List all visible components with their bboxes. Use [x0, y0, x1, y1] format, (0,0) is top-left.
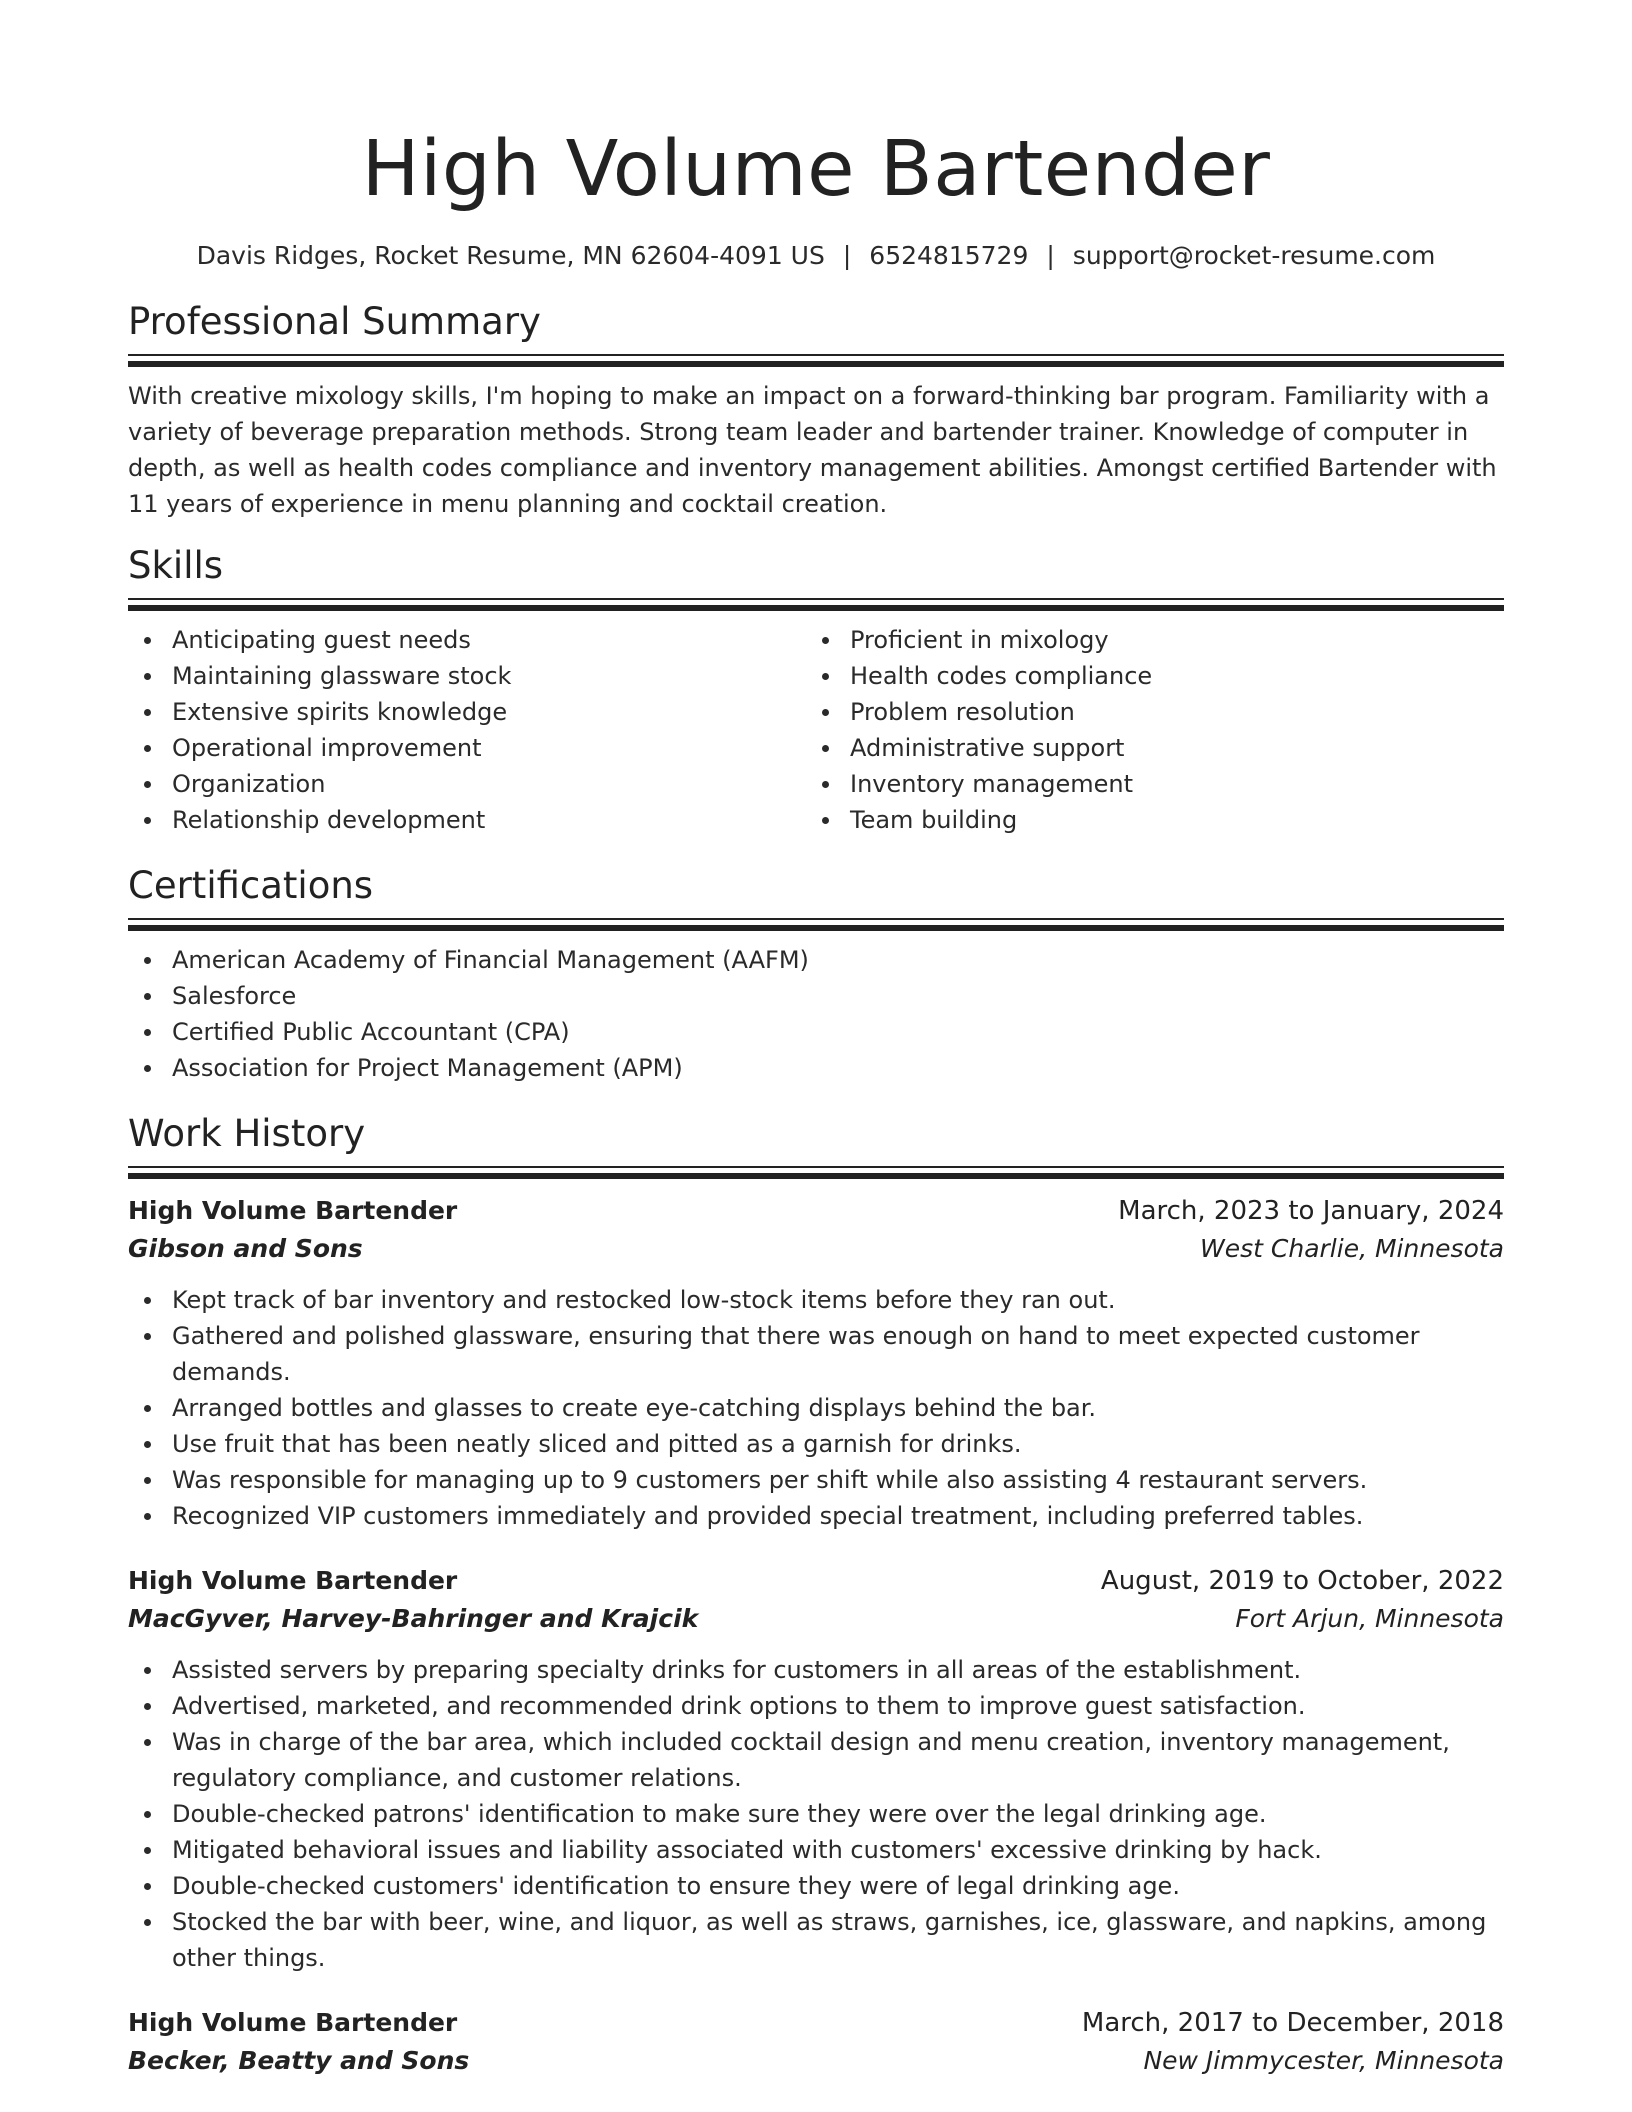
- list-item: Certified Public Accountant (CPA): [128, 1014, 1504, 1050]
- list-item: Maintaining glassware stock: [128, 658, 806, 694]
- section-heading: Work History: [128, 1112, 366, 1155]
- certifications-list: [128, 942, 1504, 1086]
- list-item: Team building: [806, 802, 1484, 838]
- section-heading: Certifications: [128, 864, 374, 907]
- separator: |: [842, 241, 852, 270]
- job-dates: March, 2017 to December, 2018: [1081, 2008, 1504, 2038]
- work-section: [128, 1110, 1504, 2080]
- job-header: [128, 2004, 1504, 2042]
- job-header: [128, 1562, 1504, 1600]
- list-item: Arranged bottles and glasses to create eye-catching displays behind the bar.: [128, 1390, 1504, 1426]
- skills-section: [128, 542, 1504, 838]
- resume-page: [128, 0, 1504, 2080]
- certifications-section: [128, 862, 1504, 1086]
- job-location: New Jimmycester, Minnesota: [1143, 2046, 1504, 2075]
- list-item: Operational improvement: [128, 730, 806, 766]
- job-entry: [128, 1192, 1504, 1534]
- list-item: Organization: [128, 766, 806, 802]
- job-duties-list: [128, 1652, 1504, 1976]
- section-rule: [128, 354, 1504, 368]
- list-item: Problem resolution: [806, 694, 1484, 730]
- section-heading: Skills: [128, 544, 224, 587]
- job-dates: August, 2019 to October, 2022: [1100, 1566, 1504, 1596]
- list-item: Stocked the bar with beer, wine, and liquor, as well as straws, garnishes, ice, glassware, and napkins, among other things.: [128, 1904, 1504, 1976]
- list-item: Assisted servers by preparing specialty drinks for customers in all areas of the establishment.: [128, 1652, 1504, 1688]
- section-rule: [128, 918, 1504, 932]
- list-item: Use fruit that has been neatly sliced and pitted as a garnish for drinks.: [128, 1426, 1504, 1462]
- summary-text: With creative mixology skills, I'm hoping to make an impact on a forward-thinking bar program. Familiarity with a variety of beverage preparation methods. Strong team leader and bartender trainer. Knowledge of computer in depth, as well as health codes compliance and inventory management abilities. Amongst certified Bartender with 11 years of experience in menu planning and cocktail creation.: [128, 382, 1497, 518]
- job-title: High Volume Bartender: [128, 1566, 458, 1595]
- company-name: MacGyver, Harvey-Bahringer and Krajcik: [128, 1604, 699, 1633]
- address: Davis Ridges, Rocket Resume, MN 62604-4091 US: [196, 241, 825, 270]
- phone: 6524815729: [869, 241, 1029, 270]
- job-title: High Volume Bartender: [128, 1196, 458, 1225]
- section-rule: [128, 1166, 1504, 1180]
- list-item: Salesforce: [128, 978, 1504, 1014]
- list-item: Advertised, marketed, and recommended drink options to them to improve guest satisfaction.: [128, 1688, 1504, 1724]
- section-heading: Professional Summary: [128, 300, 541, 343]
- summary-section: [128, 298, 1504, 522]
- section-rule: [128, 598, 1504, 612]
- separator: |: [1046, 241, 1055, 270]
- email: support@rocket-resume.com: [1072, 241, 1436, 270]
- list-item: Extensive spirits knowledge: [128, 694, 806, 730]
- list-item: Kept track of bar inventory and restocked low-stock items before they ran out.: [128, 1282, 1504, 1318]
- job-header: [128, 1192, 1504, 1230]
- contact-line: [128, 238, 1504, 274]
- skills-grid: [128, 622, 1504, 838]
- list-item: Inventory management: [806, 766, 1484, 802]
- list-item: Administrative support: [806, 730, 1484, 766]
- list-item: American Academy of Financial Management (AAFM): [128, 942, 1504, 978]
- list-item: Was in charge of the bar area, which included cocktail design and menu creation, inventory management, regulatory compliance, and customer relations.: [128, 1724, 1504, 1796]
- company-name: Gibson and Sons: [128, 1234, 363, 1263]
- list-item: Was responsible for managing up to 9 customers per shift while also assisting 4 restaurant servers.: [128, 1462, 1504, 1498]
- list-item: Mitigated behavioral issues and liability associated with customers' excessive drinking by hack.: [128, 1832, 1504, 1868]
- company-name: Becker, Beatty and Sons: [128, 2046, 470, 2075]
- job-duties-list: [128, 1282, 1504, 1534]
- skills-left-list: [128, 622, 806, 838]
- job-entry: [128, 2004, 1504, 2080]
- job-subheader: [128, 1230, 1504, 1268]
- resume-title: High Volume Bartender: [361, 125, 1271, 214]
- list-item: Proficient in mixology: [806, 622, 1484, 658]
- job-title: High Volume Bartender: [128, 2008, 458, 2037]
- job-dates: March, 2023 to January, 2024: [1118, 1196, 1504, 1226]
- job-subheader: [128, 2042, 1504, 2080]
- list-item: Gathered and polished glassware, ensuring that there was enough on hand to meet expected customer demands.: [128, 1318, 1504, 1390]
- job-location: Fort Arjun, Minnesota: [1235, 1604, 1504, 1633]
- job-subheader: [128, 1600, 1504, 1638]
- list-item: Health codes compliance: [806, 658, 1484, 694]
- list-item: Relationship development: [128, 802, 806, 838]
- job-entry: [128, 1562, 1504, 1976]
- list-item: Association for Project Management (APM): [128, 1050, 1504, 1086]
- list-item: Anticipating guest needs: [128, 622, 806, 658]
- list-item: Recognized VIP customers immediately and provided special treatment, including preferred tables.: [128, 1498, 1504, 1534]
- list-item: Double-checked customers' identification to ensure they were of legal drinking age.: [128, 1868, 1504, 1904]
- list-item: Double-checked patrons' identification to make sure they were over the legal drinking age.: [128, 1796, 1504, 1832]
- job-location: West Charlie, Minnesota: [1200, 1234, 1504, 1263]
- skills-right-list: [806, 622, 1484, 838]
